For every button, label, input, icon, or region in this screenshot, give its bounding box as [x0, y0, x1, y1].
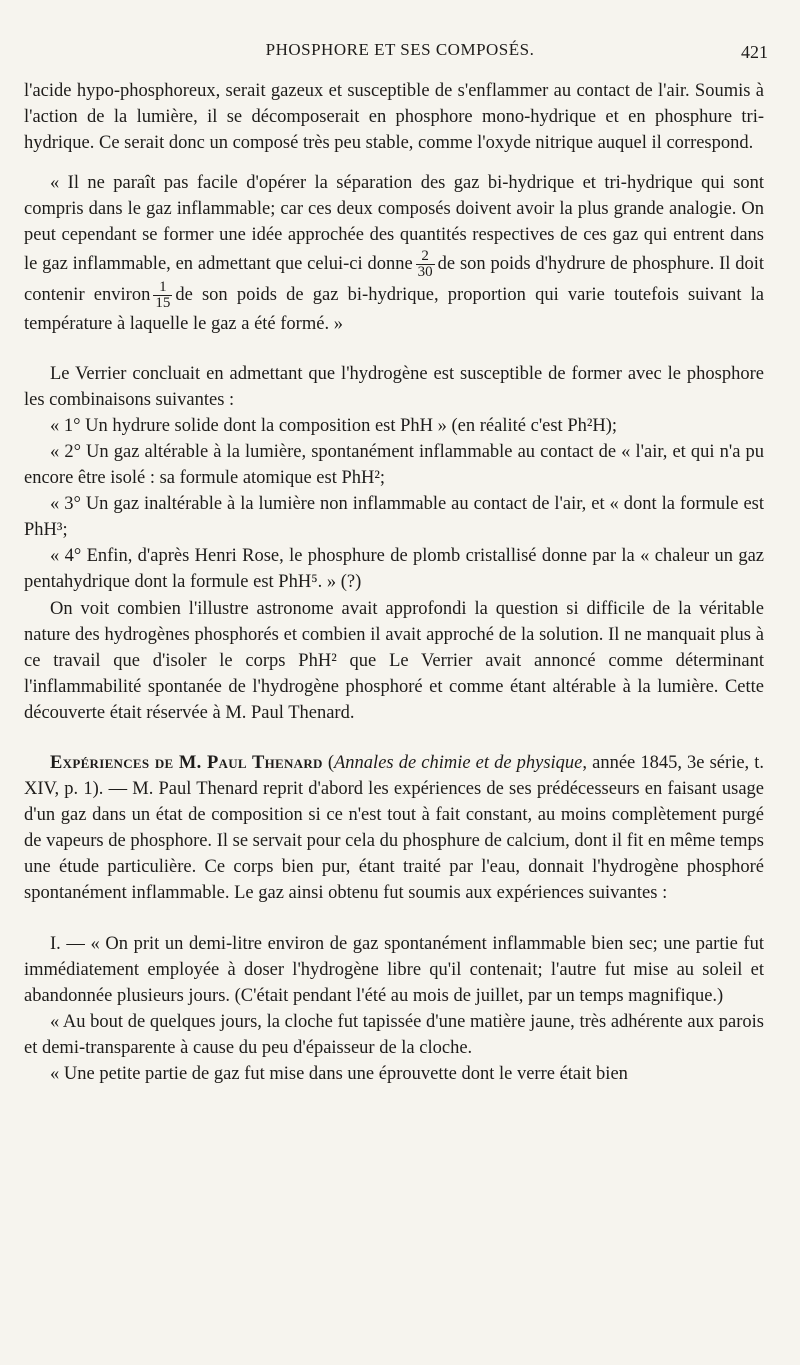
running-title: PHOSPHORE ET SES COMPOSÉS.	[265, 40, 535, 59]
list-item-2: « 2° Un gaz altérable à la lumière, spontanément inflammable au contact de « l'air, et qui n'a pu encore être isolé : sa formule atomique est PhH²;	[24, 441, 764, 489]
section-heading: Expériences de M. Paul Thenard	[50, 752, 323, 773]
list-item-1: « 1° Un hydrure solide dont la composition est PhH » (en réalité c'est Ph²H);	[50, 415, 618, 436]
paragraph-10: I. — « On prit un demi-litre environ de gaz spontanément inflammable bien sec; une partie fut immédiatement employée à doser l'hydrogène libre qu'il contenait; l'autre fut mise au soleil et abandonnée plusieurs jours. (C'était pendant l'été au mois de juillet, par un temps magnifique.)	[24, 933, 764, 1006]
paragraph-2	[24, 170, 764, 336]
paragraph-3: Le Verrier concluait en admettant que l'hydrogène est susceptible de former avec le phosphore les combinaisons suivantes :	[24, 363, 764, 410]
fraction-numerator: 2	[416, 249, 435, 265]
paragraph-2-start: « Il ne paraît pas facile d'opérer la séparation des gaz bi-hydrique et tri-hydrique qui sont compris dans le gaz inflammable; car ces deux composés doivent avoir la plus grande analogie. On peut cependant se former une idée approchée des quantités respectives de ces gaz qui entrent dans le gaz inflammable, en admettant que celui-ci donne	[24, 173, 764, 274]
paragraph-1: l'acide hypo-phosphoreux, serait gazeux et susceptible de s'enflammer au contact de l'air. Soumis à l'action de la lumière, il se décomposerait en phosphore mono-hydrique et en phosphure tri-hydrique. Ce serait donc un composé très peu stable, comme l'oxyde nitrique auquel il correspond.	[24, 81, 764, 154]
paragraph-8: On voit combien l'illustre astronome avait approfondi la question si difficile de la véritable nature des hydrogènes phosphorés et combien il avait approché de la solution. Il ne manquait plus à ce travail que d'isoler le corps PhH² que Le Verrier avait annoncé comme déterminant l'inflammabilité spontanée de l'hydrogène phosphoré et comme étant altérable à la lumière. Cette découverte était réservée à M. Paul Thenard.	[24, 598, 764, 723]
fraction-denominator: 30	[417, 263, 433, 280]
section-body: (Annales de chimie et de physique, année 1845, 3e série, t. XIV, p. 1). — M. Paul Thenard reprit d'abord les expériences de ses prédécesseurs en faisant usage d'un gaz dans un état de composition si ce n'est tout à fait constant, au moins complètement purgé de vapeurs de phosphore. Il se servait pour cela du phosphure de calcium, dont il fit en même temps une étude particulière. Ce corps bien pur, étant traité par l'eau, donnait l'hydrogène phosphoré spontanément inflammable. Le gaz ainsi obtenu fut soumis aux expériences suivantes :	[24, 752, 765, 904]
paragraph-11: « Au bout de quelques jours, la cloche fut tapissée d'une matière jaune, très adhérente aux parois et demi-transparente à cause du peu d'épaisseur de la cloche.	[24, 1011, 764, 1058]
fraction-one-fifteenth	[153, 280, 172, 311]
fraction-numerator: 1	[153, 280, 172, 296]
paragraph-12: « Une petite partie de gaz fut mise dans une éprouvette dont le verre était bien	[50, 1064, 628, 1084]
list-item-3: « 3° Un gaz inaltérable à la lumière non inflammable au contact de l'air, et « dont la formule est PhH³;	[24, 494, 764, 541]
fraction-denominator: 15	[155, 294, 171, 311]
journal-title: Annales de chimie et de physique	[334, 752, 583, 773]
paragraph-2-middle: de son poids d'hydrure de phosphure. Il doit contenir environ	[24, 253, 765, 305]
paragraph-2-end: de son poids de gaz bi-hydrique, proportion qui varie toutefois suivant la température à laquelle le gaz a été formé. »	[24, 284, 765, 334]
fraction-two-thirtieths	[416, 249, 435, 280]
body-text	[24, 78, 764, 1087]
list-item-4: « 4° Enfin, d'après Henri Rose, le phosphure de plomb cristallisé donne par la « chaleur un gaz pentahydrique dont la formule est PhH⁵. » (?)	[24, 546, 764, 593]
page-number: 421	[741, 42, 768, 62]
section-thenard	[24, 750, 764, 907]
